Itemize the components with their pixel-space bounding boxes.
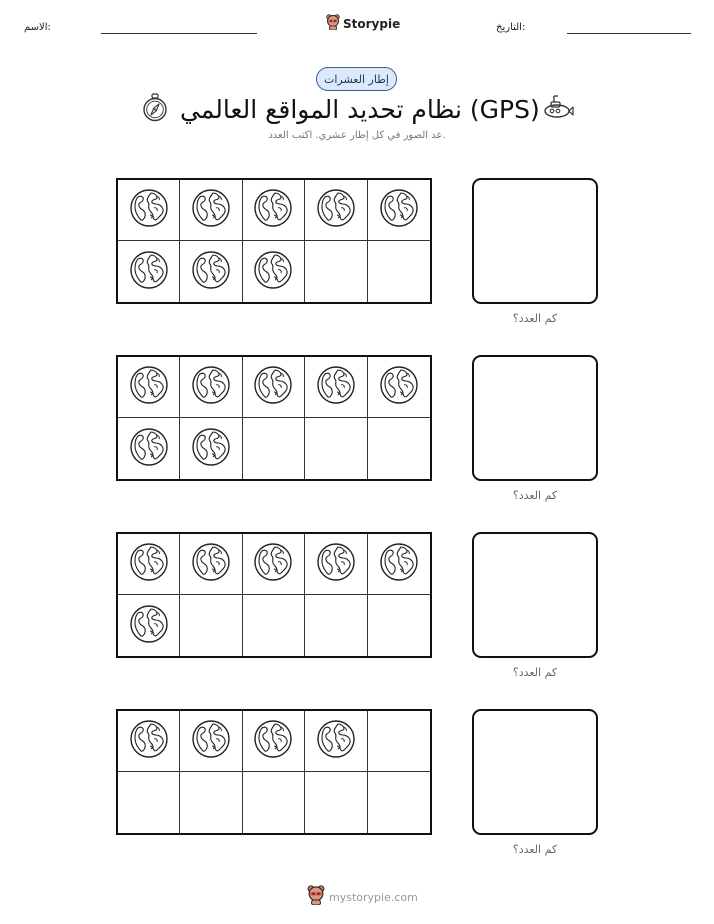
globe-icon [379, 188, 419, 232]
globe-icon [191, 188, 231, 232]
globe-icon [316, 542, 356, 586]
ten-frame-cell [368, 180, 430, 241]
compass-icon [142, 93, 168, 127]
answer-box[interactable] [472, 355, 598, 481]
topic-badge: إطار العشرات [316, 67, 397, 91]
storypie-bear-icon [326, 14, 340, 34]
globe-icon [379, 542, 419, 586]
ten-frame-cell [180, 357, 242, 418]
count-question: كم العدد؟ [512, 666, 558, 679]
ten-frame-cell [305, 418, 367, 479]
ten-frame [116, 355, 432, 481]
ten-frame [116, 532, 432, 658]
ten-frame-cell [305, 534, 367, 595]
ten-frame-cell [118, 772, 180, 833]
brand-logo [326, 14, 400, 34]
ten-frame-cell [243, 711, 305, 772]
ten-frame-cell [305, 241, 367, 302]
instructions: عد الصور في كل إطار عشري. اكتب العدد. [268, 130, 446, 141]
ten-frame-cell [305, 180, 367, 241]
ten-frame-cell [368, 595, 430, 656]
ten-frame-cell [243, 180, 305, 241]
ten-frame-cell [243, 241, 305, 302]
ten-frame [116, 709, 432, 835]
name-line[interactable] [101, 33, 257, 34]
ten-frame-cell [305, 357, 367, 418]
footer-url: mystorypie.com [329, 890, 418, 904]
globe-icon [253, 719, 293, 763]
ten-frame-cell [180, 534, 242, 595]
ten-frame-cell [368, 534, 430, 595]
submarine-icon [543, 94, 575, 126]
ten-frame-cell [118, 241, 180, 302]
ten-frame-cell [368, 711, 430, 772]
globe-icon [379, 365, 419, 409]
ten-frame-cell [118, 180, 180, 241]
globe-icon [191, 542, 231, 586]
globe-icon [129, 719, 169, 763]
ten-frame-cell [305, 711, 367, 772]
globe-icon [253, 365, 293, 409]
count-question: كم العدد؟ [512, 312, 558, 325]
ten-frame [116, 178, 432, 304]
ten-frame-cell [180, 241, 242, 302]
globe-icon [129, 427, 169, 471]
answer-box[interactable] [472, 178, 598, 304]
globe-icon [191, 719, 231, 763]
globe-icon [316, 719, 356, 763]
ten-frame-cell [118, 595, 180, 656]
brand-name: Storypie [343, 17, 401, 31]
globe-icon [129, 250, 169, 294]
storypie-bear-icon [307, 885, 325, 909]
ten-frame-cell [118, 418, 180, 479]
globe-icon [129, 542, 169, 586]
globe-icon [191, 365, 231, 409]
ten-frame-cell [180, 711, 242, 772]
ten-frame-cell [180, 772, 242, 833]
answer-box[interactable] [472, 709, 598, 835]
ten-frame-cell [243, 418, 305, 479]
ten-frame-cell [180, 180, 242, 241]
ten-frame-cell [305, 595, 367, 656]
ten-frame-cell [305, 772, 367, 833]
globe-icon [129, 604, 169, 648]
ten-frame-cell [118, 711, 180, 772]
globe-icon [253, 188, 293, 232]
globe-icon [253, 250, 293, 294]
ten-frame-cell [243, 772, 305, 833]
globe-icon [191, 427, 231, 471]
ten-frame-cell [118, 534, 180, 595]
count-question: كم العدد؟ [512, 489, 558, 502]
globe-icon [316, 188, 356, 232]
ten-frame-cell [368, 357, 430, 418]
name-label: الاسم: [24, 22, 51, 33]
ten-frame-cell [368, 418, 430, 479]
footer [307, 885, 418, 909]
ten-frame-cell [243, 595, 305, 656]
globe-icon [316, 365, 356, 409]
ten-frame-cell [368, 241, 430, 302]
globe-icon [191, 250, 231, 294]
ten-frame-cell [243, 357, 305, 418]
ten-frame-cell [118, 357, 180, 418]
date-line[interactable] [567, 33, 691, 34]
ten-frame-cell [368, 772, 430, 833]
globe-icon [129, 365, 169, 409]
globe-icon [253, 542, 293, 586]
ten-frame-cell [180, 418, 242, 479]
answer-box[interactable] [472, 532, 598, 658]
ten-frame-cell [180, 595, 242, 656]
date-label: التاريخ: [496, 22, 526, 33]
ten-frame-cell [243, 534, 305, 595]
count-question: كم العدد؟ [512, 843, 558, 856]
page-title: نظام تحديد المواقع العالمي (GPS) [180, 95, 540, 124]
globe-icon [129, 188, 169, 232]
